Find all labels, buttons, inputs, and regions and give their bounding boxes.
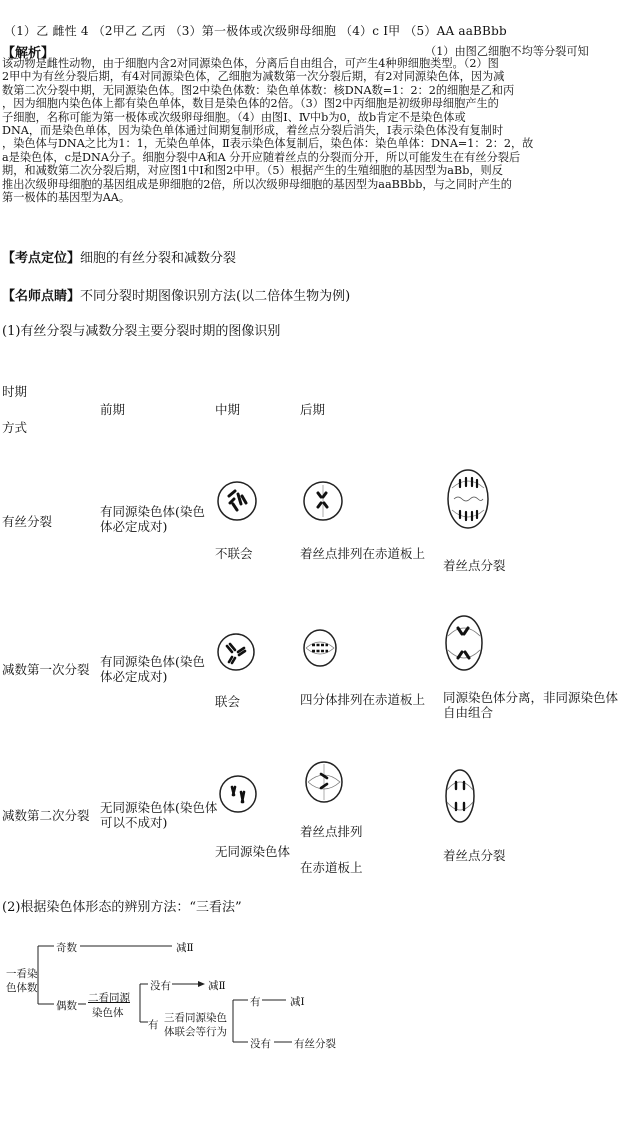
analysis-line: DNA，而是染色单体，因为染色单体通过间期复制形成，着丝点分裂后消失，Ⅰ表示染色体没有复制时 <box>2 124 504 138</box>
row-meiosis2-metaphase-note: 无同源染色体 <box>215 844 291 859</box>
tree-yes: 有 <box>250 996 261 1008</box>
analysis-line: 期，和减数第二次分裂后期，对应图1中Ⅰ和图2中甲。（5）根据产生的生殖细胞的基因型为aBb，则反 <box>2 164 503 178</box>
tree-root-line2: 色体数 <box>6 982 38 994</box>
analysis-line: 推出次级卵母细胞的基因组成是卵细胞的2倍，所以次级卵母细胞的基因型为aaBBbb，与之同时产生的 <box>2 177 512 191</box>
tree-root-line1: 一看染 <box>6 968 38 980</box>
analysis-line: a是染色体，c是DNA分子。细胞分裂中A和A 分开应随着丝点的分裂而分开，所以可能发生在有丝分裂后 <box>2 150 521 164</box>
row-meiosis1-prophase: 有同源染色体(染色体必定成对) <box>100 654 205 684</box>
row-meiosis1-anaphase-note-1: 四分体排列在赤道板上 <box>300 692 426 707</box>
tree-no-result: 有丝分裂 <box>294 1038 336 1050</box>
row-mitosis-anaphase-note-2: 着丝点分裂 <box>443 558 506 573</box>
table-header-prophase: 前期 <box>100 402 126 417</box>
analysis-line: 数第二次分裂中期，无同源染色体。图2中染色体数：染色单体数：核DNA数=1：2：2的细胞是乙和丙 <box>2 83 515 97</box>
tree-odd-result: 减Ⅱ <box>176 942 194 954</box>
analysis-line: 该动物是雌性动物，由于细胞内含2对同源染色体，分离后自由组合，可产生4种卵细胞类型。（2）图 <box>2 57 499 70</box>
row-mitosis-prophase: 有同源染色体(染色体必定成对) <box>100 504 205 534</box>
table-header-anaphase: 后期 <box>300 402 326 417</box>
tree-none-result: 减Ⅱ <box>208 980 226 992</box>
row-meiosis2-anaphase-note-1a: 着丝点排列 <box>300 824 363 839</box>
analysis-heading: 【解析】 <box>2 46 55 61</box>
kaodian-label: 【考点定位】 <box>2 251 81 266</box>
tree-yes-result: 减Ⅰ <box>290 996 305 1008</box>
row-meiosis1-name: 减数第一次分裂 <box>2 662 90 677</box>
tree-second-line1: 二看同源 <box>88 992 130 1004</box>
analysis-first-line-tail: （1）由图乙细胞不均等分裂可知 <box>425 45 589 58</box>
row-mitosis-name: 有丝分裂 <box>2 514 53 529</box>
tree-odd: 奇数 <box>56 942 77 954</box>
mingshi-label: 【名师点睛】 <box>2 289 81 304</box>
mingshi-text: 不同分裂时期图像识别方法(以二倍体生物为例) <box>80 289 351 304</box>
row-meiosis1-metaphase-note: 联会 <box>215 694 241 709</box>
analysis-line: 第一极体的基因型为AA。 <box>2 191 131 205</box>
row-meiosis2-anaphase-note-1b: 在赤道板上 <box>300 860 363 875</box>
row-meiosis2-name: 减数第二次分裂 <box>2 808 90 823</box>
row-mitosis-anaphase-note-1: 着丝点排列在赤道板上 <box>300 546 426 561</box>
tree-third-line2: 体联会等行为 <box>164 1026 227 1038</box>
kaodian-text: 细胞的有丝分裂和减数分裂 <box>80 251 237 266</box>
row-meiosis2-prophase: 无同源染色体(染色体可以不成对) <box>100 800 218 830</box>
tree-second-line2: 染色体 <box>92 1007 124 1019</box>
analysis-line: ，染色体与DNA之比为1：1，无染色单体，Ⅱ表示染色体复制后，染色体：染色单体：DNA=1：2：2，故 <box>2 137 534 151</box>
table-corner-top: 时期 <box>2 384 28 399</box>
analysis-line: 2甲中为有丝分裂后期，有4对同源染色体，乙细胞为减数第一次分裂后期，有2对同源染色体，因为减 <box>2 70 505 84</box>
table-corner-bottom: 方式 <box>2 420 28 435</box>
row-mitosis-metaphase-note: 不联会 <box>215 546 253 561</box>
tree-has: 有 <box>148 1019 159 1031</box>
row-meiosis2-anaphase-note-2: 着丝点分裂 <box>443 848 506 863</box>
analysis-line: ，因为细胞内染色体上都有染色单体，数目是染色体的2倍。（3）图2中丙细胞是初级卵母细胞产生的 <box>2 97 499 111</box>
answer-line: （1）乙 雌性 4 （2甲乙 乙丙 （3）第一极体或次级卵母细胞 （4）c Ⅰ甲 （5）AA aaBBbb <box>4 24 507 38</box>
section1-title: (1)有丝分裂与减数分裂主要分裂时期的图像识别 <box>2 324 281 339</box>
table-header-metaphase: 中期 <box>215 402 241 417</box>
tree-none: 没有 <box>150 980 171 992</box>
analysis-line: 子细胞，名称可能为第一极体或次级卵母细胞。（4）由图Ⅰ、Ⅳ中b为0，故b肯定不是染色体或 <box>2 110 466 124</box>
tree-even: 偶数 <box>56 1000 77 1012</box>
section2-title: (2)根据染色体形态的辨别方法：“三看法” <box>2 900 242 915</box>
row-meiosis1-anaphase-note-2: 同源染色体分离，非同源染色体自由组合 <box>443 690 619 720</box>
tree-no: 没有 <box>250 1038 271 1050</box>
tree-third-line1: 三看同源染色 <box>164 1012 227 1024</box>
